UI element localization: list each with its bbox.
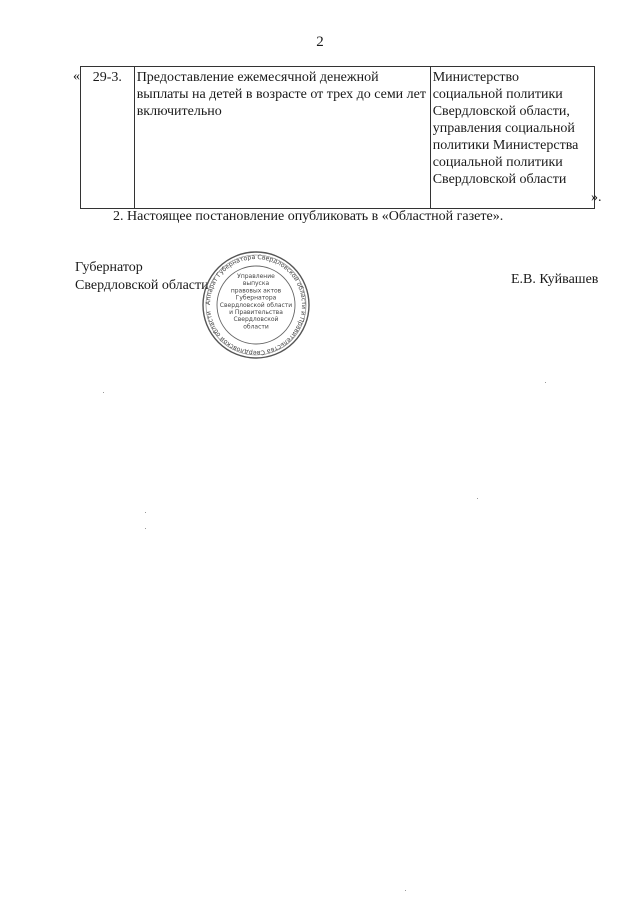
signatory-position-line2: Свердловской области: [75, 278, 209, 293]
signatory-name: Е.В. Куйвашев: [511, 272, 599, 287]
page-number: 2: [316, 34, 324, 50]
official-seal-stamp: [201, 250, 311, 360]
publication-paragraph: 2. Настоящее постановление опубликовать в «Областной газете».: [113, 209, 504, 224]
seal-inner-line: правовых актов: [230, 287, 282, 295]
seal-inner-line: Свердловской области: [219, 301, 293, 309]
seal-inner-line: выпуска: [242, 280, 270, 288]
svg-text:Аппарат Губернатора Свердловск: Аппарат Губернатора Свердловской области и Правительства Свердловской области: [204, 253, 308, 357]
row-number-cell: 29-3.: [81, 67, 135, 209]
seal-inner-line: Управление: [237, 273, 275, 280]
signatory-position-line1: Губернатор: [75, 260, 143, 275]
seal-inner-line: области: [243, 323, 269, 331]
scan-speck: [405, 890, 406, 891]
scan-speck: [145, 512, 146, 513]
seal-inner-line: Свердловской: [233, 316, 279, 324]
service-description-cell: Предоставление ежемесячной денежной выплаты на детей в возрасте от трех до семи лет включительно: [134, 67, 430, 209]
scan-speck: [103, 392, 104, 393]
scan-speck: [145, 528, 146, 529]
services-table: [80, 66, 595, 209]
signatory-position: [75, 259, 209, 295]
closing-quote: ».: [591, 190, 602, 205]
seal-inner-line: Губернатора: [235, 294, 277, 302]
table-row: [81, 67, 595, 209]
scan-speck: [545, 382, 546, 383]
scan-speck: [477, 498, 478, 499]
seal-inner-line: и Правительства: [229, 309, 283, 316]
opening-quote: «: [73, 69, 80, 84]
responsible-agency-cell: Министерство социальной политики Свердловской области, управления социальной политики Министерства социальной политики Свердловской области: [430, 67, 594, 209]
